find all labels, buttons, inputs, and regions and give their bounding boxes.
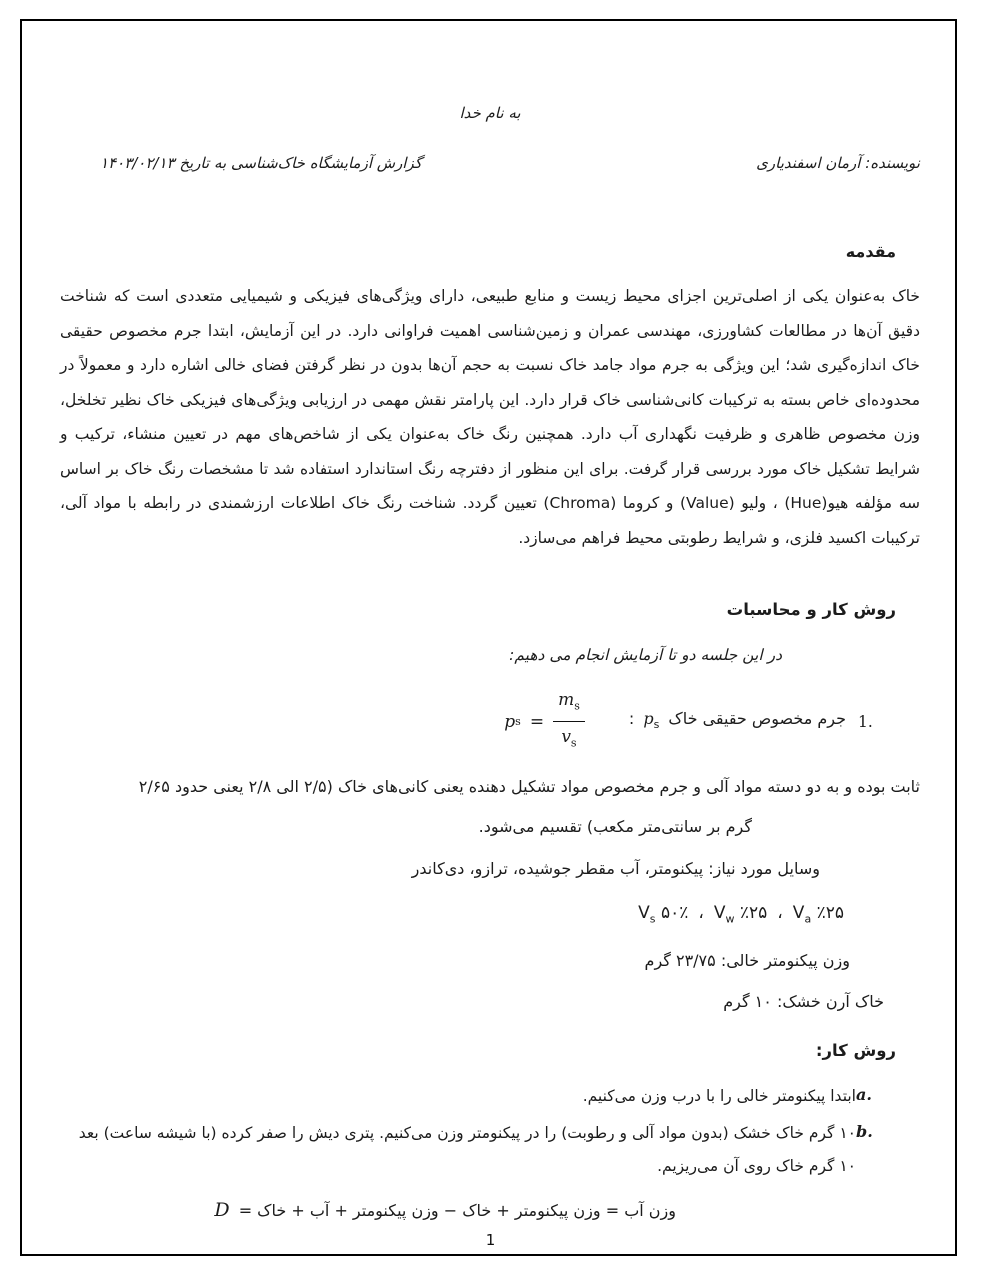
vw-token <box>713 902 768 926</box>
methods-lead-line: در این جلسه دو تا آزمایش انجام می دهیم: <box>509 646 782 664</box>
procedure-step-b <box>60 1117 878 1183</box>
p-symbol: p <box>504 711 516 732</box>
formula-fraction <box>553 687 585 757</box>
author-line: نویسنده: آرمان اسفندیاری <box>756 154 920 172</box>
step-text-b: ۱۰ گرم خاک خشک (بدون مواد آلی و رطوبت) را در پیکنومتر وزن می‌کنیم. پتری دیش را صفر کرده (با شیشه ساعت) بعد ۱۰ گرم خاک روی آن می‌ریزیم. <box>78 1124 856 1176</box>
intro-heading: مقدمه <box>845 242 896 261</box>
intro-paragraph: خاک به‌عنوان یکی از اصلی‌ترین اجزای محیط زیست و منابع طبیعی، دارای ویژگی‌های فیزیکی و شیمیایی متعددی است که شناخت دقیق آن‌ها در مطالعات کشاورزی، مهندسی عمران و زمین‌شناسی اهمیت فراوانی دارد. در این آزمایش، ابتدا جرم مخصوص حقیقی خاک اندازه‌گیری شد؛ این ویژگی به جرم مواد جامد خاک نسبت به حجم آن‌ها بدون در نظر گرفتن فضای خالی اشاره دارد و معمولاً در محدوده‌ای خاص بسته به ترکیبات کانی‌شناسی خاک قرار دارد. این پارامتر نقش مهمی در ارزیابی ویژگی‌های فیزیکی خاک نظیر تخلخل، وزن مخصوص ظاهری و ظرفیت نگهداری آب دارد. همچنین رنگ خاک به‌عنوان یکی از شاخص‌های مهم در تعیین منشاء، ترکیب و شرایط تشکیل خاک مورد بررسی قرار گرفت. برای این منظور از دفترچه رنگ استاندارد استفاده شد تا مشخصات رنگ خاک بر اساس سه مؤلفه هیو(Hue) ، ولیو (Value) و کروما (Chroma) تعیین گردد. شناخت رنگ خاک اطلاعات ارزشمندی در رابطه با مواد آلی، ترکیبات اکسید فلزی، و شرایط رطوبتی محیط فراهم می‌سازد. <box>60 287 920 547</box>
methods-heading: روش کار و محاسبات <box>726 600 896 619</box>
pycnometer-weight-line: وزن پیکنومتر خالی: ۲۳/۷۵ گرم <box>644 951 850 971</box>
p-subscript: s <box>653 717 660 731</box>
v-symbol: v <box>561 727 571 748</box>
density-label-text: جرم مخصوص حقیقی خاک <box>668 708 846 728</box>
p-subscript: s <box>515 714 521 728</box>
continuation-line-2: گرم بر سانتی‌متر مکعب) تقسیم می‌شود. <box>478 816 752 836</box>
procedure-heading: روش کار: <box>815 1041 896 1061</box>
m-symbol: m <box>558 690 575 710</box>
ps-variable <box>643 708 660 731</box>
procedure-step-a <box>60 1080 878 1113</box>
v-symbol: V <box>713 902 726 923</box>
equipment-line: وسایل مورد نیاز: پیکنومتر، آب مقطر جوشیده، ترازو، دی‌کاندر <box>411 858 820 878</box>
step-text-a: ابتدا پیکنومتر خالی را با درب وزن می‌کنیم. <box>582 1087 856 1106</box>
v-symbol: V <box>638 902 650 923</box>
density-formula <box>504 687 585 757</box>
volume-fractions-line <box>60 899 844 933</box>
formula-denominator <box>553 722 585 756</box>
v-subscript: a <box>804 912 812 926</box>
p-symbol: p <box>643 708 654 728</box>
va-value: ٪۲۵ <box>816 902 844 923</box>
density-item-label <box>629 706 846 738</box>
bismillah-heading: به نام خدا <box>459 104 521 122</box>
step-marker-b: b. <box>856 1122 873 1142</box>
list-item-density <box>60 687 882 757</box>
dry-soil-line: خاک آرن خشک: ۱۰ گرم <box>723 992 884 1012</box>
separator-comma: ، <box>777 902 783 923</box>
formula-numerator <box>553 687 585 722</box>
v-subscript: s <box>649 912 656 926</box>
water-formula-text: وزن آب = وزن پیکنومتر + خاک − وزن پیکنومتر + آب + خاک = <box>238 1201 676 1221</box>
header-row <box>60 151 920 175</box>
document-content <box>60 19 920 1226</box>
v-subscript: w <box>725 912 735 926</box>
vs-value: ۵۰٪ <box>660 902 689 923</box>
list-number: 1. <box>858 712 873 731</box>
vs-token <box>638 902 689 926</box>
vw-value: ٪۲۵ <box>739 902 768 923</box>
va-token <box>792 902 844 926</box>
formula-d-variable: D <box>214 1199 230 1222</box>
separator-comma: ، <box>698 902 704 923</box>
v-subscript: s <box>570 736 577 750</box>
m-subscript: s <box>574 699 580 713</box>
step-marker-a: a. <box>856 1085 872 1105</box>
continuation-line-1: ثابت بوده و به دو دسته مواد آلی و جرم مخصوص مواد تشکیل دهنده یعنی کانی‌های خاک (۲/۵ الی ۲/۸ یعنی حدود ۲/۶۵ <box>138 776 920 796</box>
report-title-line: گزارش آزمایشگاه خاک‌شناسی به تاریخ ۱۴۰۳/۰۲/۱۳ <box>100 154 422 172</box>
v-symbol: V <box>792 902 805 923</box>
equals-sign: = <box>529 711 545 732</box>
page-number: 1 <box>485 1231 496 1249</box>
density-colon: : <box>628 708 635 728</box>
water-weight-formula <box>60 1195 676 1226</box>
